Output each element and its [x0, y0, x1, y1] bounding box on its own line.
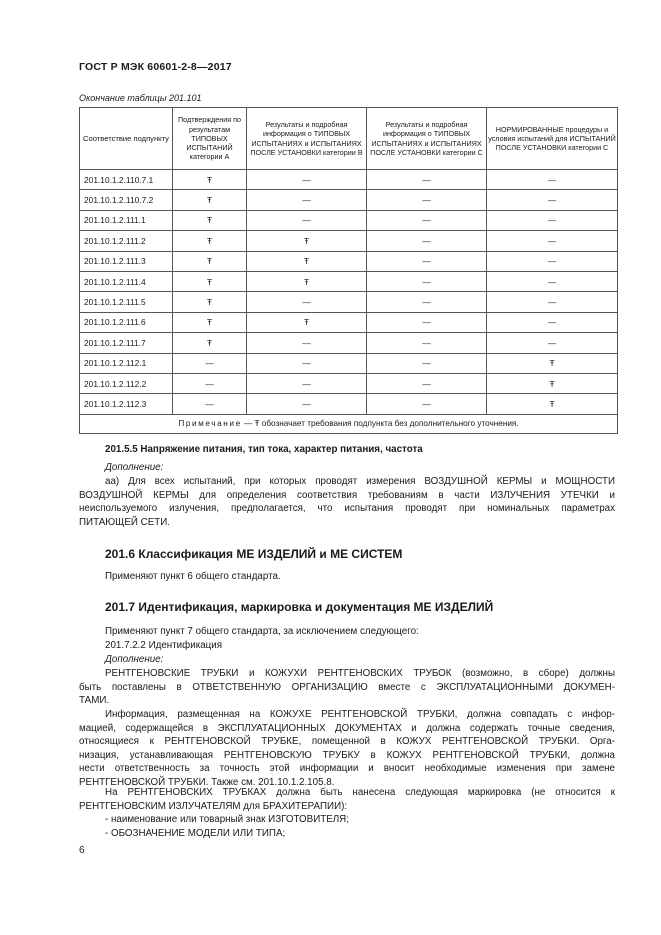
table-note — [80, 414, 618, 433]
table-row — [80, 333, 618, 353]
table-cell: Ŧ — [173, 190, 247, 210]
table-cell: Ŧ — [247, 271, 367, 291]
table-cell: — — [247, 333, 367, 353]
table-cell: Ŧ — [173, 333, 247, 353]
paragraph-aa — [79, 475, 615, 529]
table-cell: Ŧ — [173, 292, 247, 312]
table-row — [80, 210, 618, 230]
table-header-row — [80, 108, 618, 170]
table-cell: Ŧ — [173, 271, 247, 291]
table-cell: — — [247, 210, 367, 230]
paragraph-line: РЕНТГЕНОВСКИЕ ТРУБКИ и КОЖУХИ РЕНТГЕНОВСКИХ ТРУБОК (возможно, в сборе) должны — [105, 668, 615, 679]
table-cell: — — [173, 394, 247, 414]
table-row — [80, 251, 618, 271]
document-header: ГОСТ Р МЭК 60601-2-8—2017 — [79, 61, 232, 73]
table-row — [80, 312, 618, 332]
paragraph-line: мацией, содержащейся в ЭКСПЛУАТАЦИОННЫХ ДОКУМЕНТАХ и должна содержать точные сведения, — [79, 722, 615, 734]
table-cell: — — [367, 373, 487, 393]
table-cell-clause: 201.10.1.2.111.4 — [80, 271, 173, 291]
table-row — [80, 394, 618, 414]
table-cell: Ŧ — [173, 170, 247, 190]
page-number: 6 — [79, 845, 85, 856]
paragraph-line: На РЕНТГЕНОВСКИХ ТРУБКАХ должна быть нанесена следующая маркировка (не относится к — [105, 787, 615, 798]
table-cell: — — [367, 312, 487, 332]
paragraph-line: низация, устанавливающая РЕНТГЕНОВСКУЮ ТРУБКУ в КОЖУХ РЕНТГЕНОВСКОЙ ТРУБКИ, должна — [79, 749, 615, 761]
table-cell: — — [367, 170, 487, 190]
table-cell: Ŧ — [487, 394, 618, 414]
table-cell-clause: 201.10.1.2.111.1 — [80, 210, 173, 230]
addition-label: Дополнение: — [105, 462, 164, 473]
table-cell: Ŧ — [247, 231, 367, 251]
table-row — [80, 190, 618, 210]
paragraph-line: быть поставлены в ОТВЕТСТВЕННУЮ ОРГАНИЗАЦИЮ вместе с ЭКСПЛУАТАЦИОННЫМИ ДОКУМЕН- — [79, 681, 615, 693]
table-cell: — — [367, 210, 487, 230]
column-header-clause: Соответствие подпункту — [80, 108, 173, 170]
table-cell-clause: 201.10.1.2.111.2 — [80, 231, 173, 251]
paragraph-line: относящиеся к РЕНТГЕНОВСКОЙ ТРУБКЕ, помещенной в КОЖУХ РЕНТГЕНОВСКОЙ ТРУБКИ. Орга- — [79, 736, 615, 748]
bullet-manufacturer: - наименование или товарный знак ИЗГОТОВИТЕЛЯ; — [105, 814, 349, 825]
table-cell: — — [247, 190, 367, 210]
table-cell-clause: 201.10.1.2.111.5 — [80, 292, 173, 312]
table-row — [80, 170, 618, 190]
paragraph-line: Информация, размещенная на КОЖУХЕ РЕНТГЕНОВСКОЙ ТРУБКИ, должна совпадать с инфор- — [105, 709, 615, 720]
column-header-specified-procedures: НОРМИРОВАННЫЕ процедуры и условия испытаний для ИСПЫТАНИЙ ПОСЛЕ УСТАНОВКИ категории С — [487, 108, 618, 170]
bullet-model-type: - ОБОЗНАЧЕНИЕ МОДЕЛИ ИЛИ ТИПА; — [105, 828, 286, 839]
table-cell: — — [367, 333, 487, 353]
table-cell: — — [173, 353, 247, 373]
table-cell-clause: 201.10.1.2.111.6 — [80, 312, 173, 332]
paragraph-marking — [79, 786, 615, 813]
table-cell: Ŧ — [487, 353, 618, 373]
table-cell: Ŧ — [173, 210, 247, 230]
table-cell: — — [487, 170, 618, 190]
table-cell: — — [487, 312, 618, 332]
table-cell-clause: 201.10.1.2.110.7.1 — [80, 170, 173, 190]
table-cell: — — [247, 170, 367, 190]
paragraph-line: ТАМИ. — [79, 695, 110, 707]
section-heading-201-5-5: 201.5.5 Напряжение питания, тип тока, характер питания, частота — [105, 444, 423, 455]
table-row — [80, 231, 618, 251]
table-cell: — — [487, 271, 618, 291]
paragraph-line: нести ответственность за точность этой информации и вносит необходимые изменения при замене — [79, 763, 615, 775]
section-heading-201-7: 201.7 Идентификация, маркировка и документация МЕ ИЗДЕЛИЙ — [105, 600, 494, 614]
table-cell: — — [367, 394, 487, 414]
table-row — [80, 271, 618, 291]
table-cell-clause: 201.10.1.2.112.3 — [80, 394, 173, 414]
paragraph-line: РЕНТГЕНОВСКОЙ ТРУБКИ. Также см. 201.10.1.2.105.8. — [79, 776, 335, 788]
paragraph-delivery — [79, 667, 615, 708]
paragraph-line: РЕНТГЕНОВСКИМ ИЗЛУЧАТЕЛЯМ для БРАХИТЕРАПИИ): — [79, 800, 348, 812]
table-row — [80, 292, 618, 312]
table-cell: — — [247, 353, 367, 373]
table-cell: — — [487, 210, 618, 230]
paragraph-line: неиспользуемого излучения, предполагается, что испытания проводят при номинальных параметрах — [79, 503, 615, 515]
table-cell: — — [487, 251, 618, 271]
paragraph-information — [79, 708, 615, 790]
column-header-category-c: Результаты и подробная информация о ТИПОВЫХ ИСПЫТАНИЯХ и ИСПЫТАНИЯХ ПОСЛЕ УСТАНОВКИ категории С — [367, 108, 487, 170]
section-201-7-intro: Применяют пункт 7 общего стандарта, за исключением следующего: — [105, 626, 419, 637]
paragraph-line: ПИТАЮЩЕЙ СЕТИ. — [79, 516, 171, 528]
column-header-category-a: Подтверждения по результатам ТИПОВЫХ ИСПЫТАНИЙ категории А — [173, 108, 247, 170]
table-note-text: — Ŧ обозначает требования подпункта без дополнительного уточнения. — [241, 419, 519, 429]
table-caption: Окончание таблицы 201.101 — [79, 93, 202, 103]
table-cell: Ŧ — [173, 231, 247, 251]
section-heading-201-6: 201.6 Классификация МЕ ИЗДЕЛИЙ и МЕ СИСТЕМ — [105, 547, 403, 561]
table-cell: — — [487, 190, 618, 210]
subsection-heading-201-7-2-2: 201.7.2.2 Идентификация — [105, 640, 223, 651]
requirements-table — [79, 107, 618, 434]
table-cell: — — [247, 373, 367, 393]
paragraph-line: ВОЗДУШНОЙ КЕРМЫ для определения соответствия требованиям в части ИЗЛУЧЕНИЯ УТЕЧКИ и — [79, 489, 615, 501]
table-cell: — — [487, 231, 618, 251]
table-cell: Ŧ — [247, 312, 367, 332]
table-cell-clause: 201.10.1.2.111.3 — [80, 251, 173, 271]
table-cell-clause: 201.10.1.2.112.1 — [80, 353, 173, 373]
table-row — [80, 353, 618, 373]
table-cell-clause: 201.10.1.2.112.2 — [80, 373, 173, 393]
table-cell: — — [367, 251, 487, 271]
table-note-label: Примечание — [178, 419, 242, 429]
paragraph-line: аа) Для всех испытаний, при которых проводят измерения ВОЗДУШНОЙ КЕРМЫ и МОЩНОСТИ — [105, 476, 615, 487]
table-cell: Ŧ — [173, 312, 247, 332]
table-cell: Ŧ — [173, 251, 247, 271]
table-cell: — — [487, 292, 618, 312]
table-cell-clause: 201.10.1.2.111.7 — [80, 333, 173, 353]
table-cell: — — [367, 353, 487, 373]
table-cell: — — [487, 333, 618, 353]
table-cell-clause: 201.10.1.2.110.7.2 — [80, 190, 173, 210]
table-cell: — — [367, 231, 487, 251]
table-note-row — [80, 414, 618, 433]
table-cell: — — [367, 292, 487, 312]
table-row — [80, 373, 618, 393]
table-cell: — — [247, 394, 367, 414]
table-cell: Ŧ — [487, 373, 618, 393]
table-cell: — — [173, 373, 247, 393]
table-cell: — — [367, 190, 487, 210]
table-cell: — — [367, 271, 487, 291]
table-cell: Ŧ — [247, 251, 367, 271]
column-header-category-b: Результаты и подробная информация о ТИПОВЫХ ИСПЫТАНИЯХ и ИСПЫТАНИЯХ ПОСЛЕ УСТАНОВКИ категории В — [247, 108, 367, 170]
addition-label: Дополнение: — [105, 654, 164, 665]
section-201-6-text: Применяют пункт 6 общего стандарта. — [105, 571, 281, 582]
table-cell: — — [247, 292, 367, 312]
